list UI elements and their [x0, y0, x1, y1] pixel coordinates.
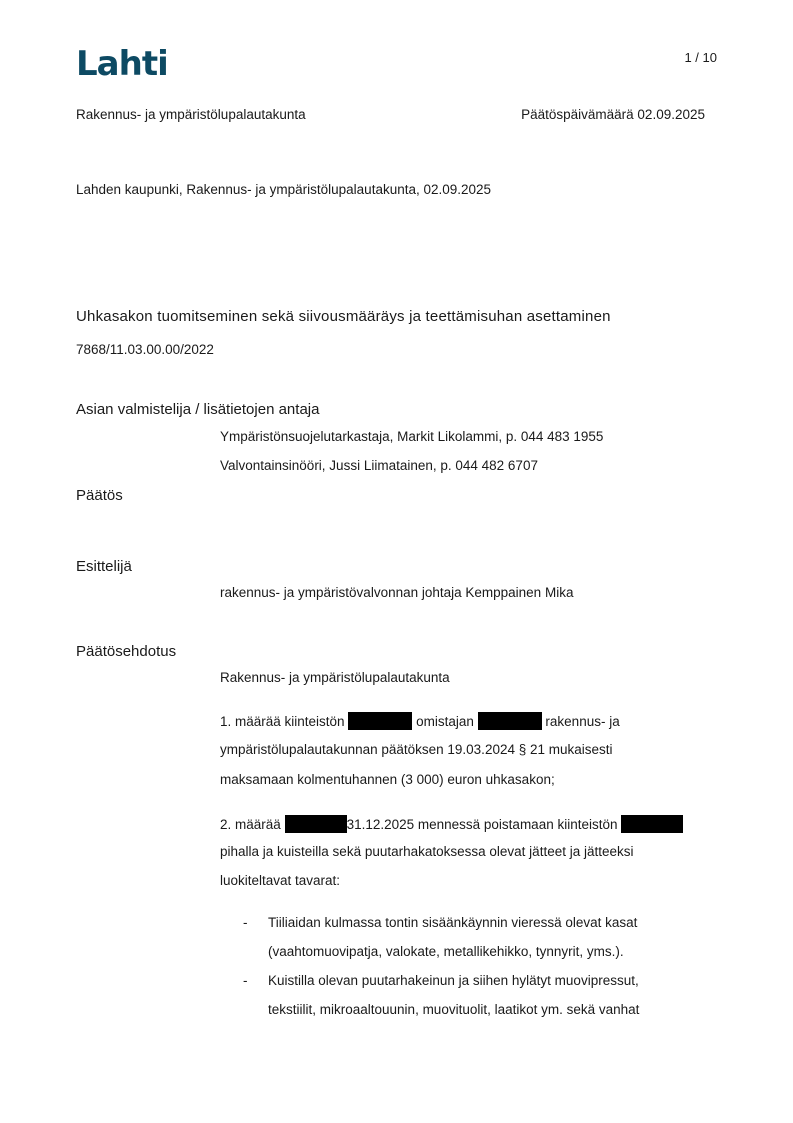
- item-2-text-a: 2. määrää: [220, 817, 281, 832]
- bullet-1-line-2: (vaahtomuovipatja, valokate, metallikehikko, tynnyrit, yms.).: [268, 944, 624, 959]
- header-board: Rakennus- ja ympäristölupalautakunta: [76, 107, 306, 122]
- preparer-2: Valvontainsinööri, Jussi Liimatainen, p. 044 482 6707: [220, 458, 538, 473]
- presenter-heading: Esittelijä: [76, 558, 132, 575]
- item-1-line-3: maksamaan kolmentuhannen (3 000) euron uhkasakon;: [220, 772, 555, 787]
- bullet-marker: -: [243, 973, 248, 988]
- page-number: 1 / 10: [684, 50, 717, 65]
- redaction-box: [621, 815, 683, 833]
- decision-heading: Päätös: [76, 487, 123, 504]
- item-2-line-1: [220, 815, 683, 833]
- proposal-heading: Päätösehdotus: [76, 643, 177, 660]
- redaction-box: [348, 712, 412, 730]
- header-decision-date: Päätöspäivämäärä 02.09.2025: [521, 107, 705, 122]
- item-2-line-3: luokiteltavat tavarat:: [220, 873, 341, 888]
- presenter-name: rakennus- ja ympäristövalvonnan johtaja Kemppainen Mika: [220, 585, 574, 600]
- bullet-2-line-2: tekstiilit, mikroaaltouunin, muovituolit, laatikot ym. sekä vanhat: [268, 1002, 640, 1017]
- diary-number: 7868/11.03.00.00/2022: [76, 342, 214, 357]
- bullet-1-line-1: Tiiliaidan kulmassa tontin sisäänkäynnin vieressä olevat kasat: [268, 915, 638, 930]
- preparers-heading: Asian valmistelija / lisätietojen antaja: [76, 401, 320, 418]
- item-2-line-2: pihalla ja kuisteilla sekä puutarhakatoksessa olevat jätteet ja jätteeksi: [220, 844, 634, 859]
- item-1-text-b: omistajan: [416, 714, 474, 729]
- item-1-text-a: 1. määrää kiinteistön: [220, 714, 345, 729]
- proposal-board: Rakennus- ja ympäristölupalautakunta: [220, 670, 450, 685]
- redaction-box: [285, 815, 347, 833]
- bullet-2-line-1: Kuistilla olevan puutarhakeinun ja siihen hylätyt muovipressut,: [268, 973, 639, 988]
- item-2-text-b: 31.12.2025 mennessä poistamaan kiinteistön: [346, 817, 618, 832]
- item-1-text-c: rakennus- ja: [545, 714, 620, 729]
- organization-line: Lahden kaupunki, Rakennus- ja ympäristölupalautakunta, 02.09.2025: [76, 182, 492, 197]
- document-title: Uhkasakon tuomitseminen sekä siivousmääräys ja teettämisuhan asettaminen: [76, 308, 611, 325]
- preparer-1: Ympäristönsuojelutarkastaja, Markit Likolammi, p. 044 483 1955: [220, 429, 604, 444]
- item-1-line-1: [220, 712, 620, 730]
- redaction-box: [478, 712, 542, 730]
- item-1-line-2: ympäristölupalautakunnan päätöksen 19.03.2024 § 21 mukaisesti: [220, 742, 613, 757]
- lahti-logo: Lahti: [76, 44, 168, 84]
- bullet-marker: -: [243, 915, 248, 930]
